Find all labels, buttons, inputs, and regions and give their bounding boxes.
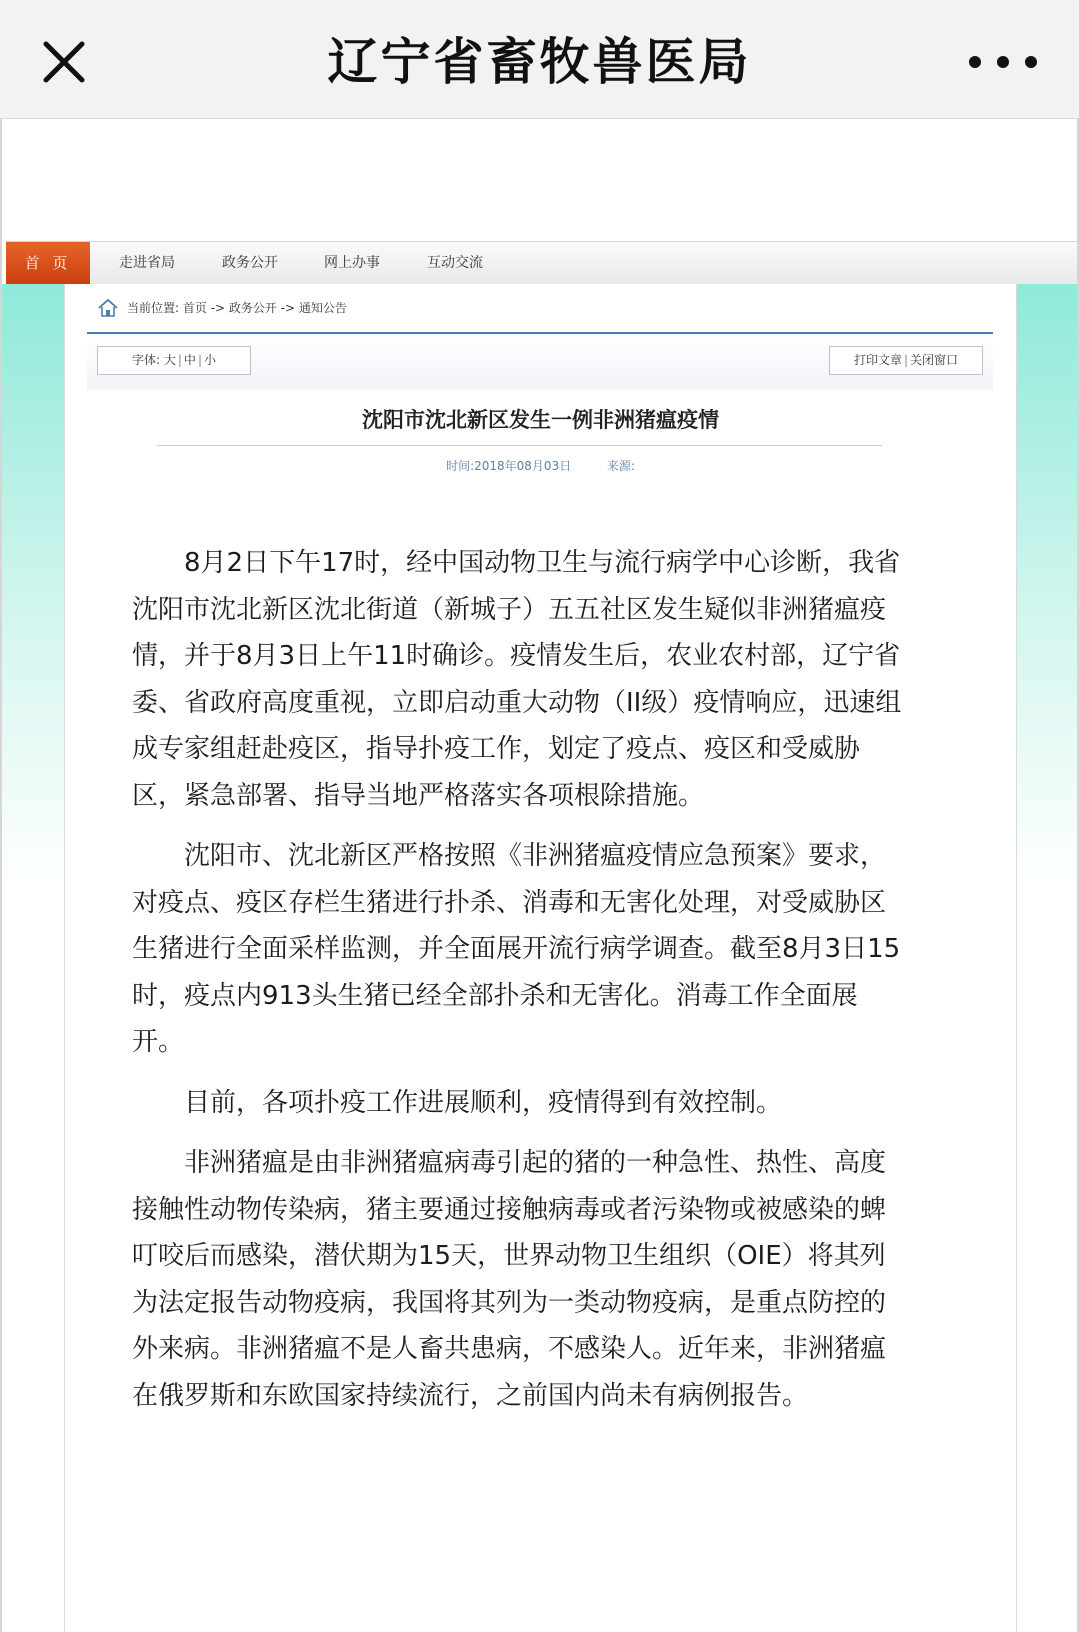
- article-paragraph: 沈阳市、沈北新区严格按照《非洲猪瘟疫情应急预案》要求，对疫点、疫区存栏生猪进行扑杀、消毒和无害化处理，对受威胁区生猪进行全面采样监测，并全面展开流行病学调查。截至8月3日15时，疫点内913头生猪已经全部扑杀和无害化。消毒工作全面展开。: [132, 841, 901, 1057]
- home-icon: [97, 298, 119, 318]
- breadcrumb: [127, 298, 347, 318]
- nav-item-online-services[interactable]: 网上办事: [324, 255, 380, 271]
- close-window-button[interactable]: 关闭窗口: [910, 353, 959, 367]
- article-paragraph: 目前，各项扑疫工作进展顺利，疫情得到有效控制。: [184, 1087, 783, 1118]
- side-band-right: [1017, 284, 1077, 1632]
- nav-item-interaction[interactable]: 互动交流: [427, 255, 483, 271]
- article-title: 沈阳市沈北新区发生一例非洲猪瘟疫情: [362, 408, 719, 432]
- time-label: 时间:: [446, 459, 475, 473]
- publish-time: 2018年08月03日: [474, 459, 572, 473]
- side-band-left: [2, 284, 64, 1632]
- content-panel: [64, 284, 1017, 1632]
- font-size-selector: 字体: 大 | 中 | 小: [97, 346, 251, 375]
- source-label: 来源:: [606, 459, 635, 473]
- nav-item-home[interactable]: 首 页: [6, 242, 90, 284]
- article-meta: [65, 456, 1016, 476]
- font-size-medium[interactable]: 中: [183, 353, 196, 367]
- header-blank-area: [2, 119, 1077, 240]
- title-divider: [157, 445, 882, 446]
- more-button[interactable]: [963, 44, 1043, 80]
- font-size-label: 字体:: [131, 353, 161, 367]
- nav-item-about[interactable]: 走进省局: [119, 255, 175, 271]
- site-nav: [6, 241, 1077, 285]
- app-bar-title: 辽宁省畜牧兽医局: [327, 33, 752, 91]
- article-toolbar: [87, 334, 993, 390]
- breadcrumb-path[interactable]: 首页 -> 政务公开 -> 通知公告: [182, 301, 347, 315]
- font-size-large[interactable]: 大: [163, 353, 176, 367]
- print-close-box: 打印文章 | 关闭窗口: [829, 346, 983, 375]
- article-body: [132, 540, 907, 1433]
- article-paragraph: 8月2日下午17时，经中国动物卫生与流行病学中心诊断，我省沈阳市沈北新区沈北街道（新城子）五五社区发生疑似非洲猪瘟疫情，并于8月3日上午11时确诊。疫情发生后，农业农村部，辽宁省委、省政府高度重视，立即启动重大动物（II级）疫情响应，迅速组成专家组赶赴疫区，指导扑疫工作，划定了疫点、疫区和受威胁区，紧急部署、指导当地严格落实各项根除措施。: [132, 548, 902, 811]
- article-paragraph: 非洲猪瘟是由非洲猪瘟病毒引起的猪的一种急性、热性、高度接触性动物传染病，猪主要通过接触病毒或者污染物或被感染的蜱叮咬后而感染，潜伏期为15天，世界动物卫生组织（OIE）将其列为法定报告动物疫病，我国将其列为一类动物疫病，是重点防控的外来病。非洲猪瘟不是人畜共患病，不感染人。近年来，非洲猪瘟在俄罗斯和东欧国家持续流行，之前国内尚未有病例报告。: [132, 1148, 887, 1411]
- breadcrumb-bar: [87, 284, 993, 334]
- app-bar: [0, 0, 1079, 119]
- font-size-small[interactable]: 小: [203, 353, 216, 367]
- print-article-button[interactable]: 打印文章: [853, 353, 902, 367]
- more-dots-icon: [963, 44, 1043, 80]
- nav-item-government-affairs[interactable]: 政务公开: [222, 255, 278, 271]
- breadcrumb-prefix: 当前位置:: [127, 301, 180, 315]
